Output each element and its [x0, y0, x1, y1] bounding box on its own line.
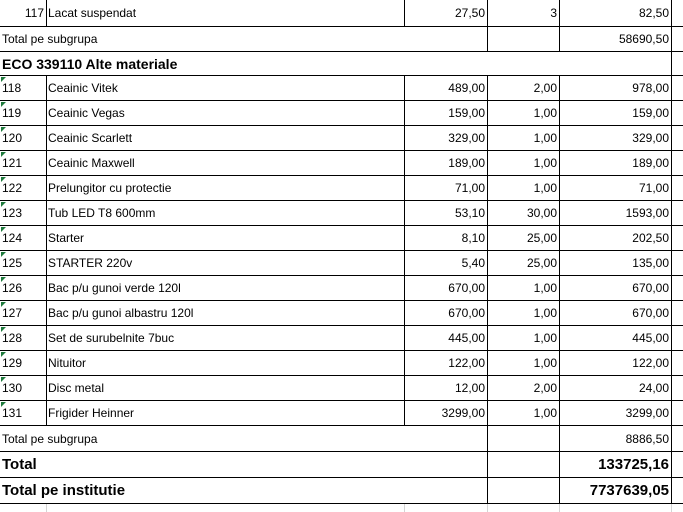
unit-price-cell[interactable]: 122,00	[448, 356, 485, 370]
grand-total-value[interactable]: 133725,16	[598, 456, 669, 473]
unit-price-cell[interactable]: 670,00	[448, 281, 485, 295]
subtotal-label[interactable]: Total pe subgrupa	[2, 431, 98, 446]
quantity-cell[interactable]: 1,00	[533, 181, 557, 195]
row-number-cell[interactable]: 128	[2, 331, 23, 345]
table-row[interactable]	[0, 126, 683, 150]
row-number-cell[interactable]: 118	[2, 81, 22, 95]
grand-total-row[interactable]	[0, 452, 683, 477]
error-indicator-icon[interactable]	[1, 102, 6, 107]
unit-price-cell[interactable]: 489,00	[448, 81, 485, 95]
quantity-cell[interactable]: 1,00	[533, 281, 557, 295]
table-row[interactable]	[0, 301, 683, 325]
total-cell[interactable]: 159,00	[632, 106, 669, 120]
quantity-cell[interactable]: 1,00	[533, 406, 557, 420]
quantity-cell[interactable]: 1,00	[533, 106, 557, 120]
table-row[interactable]	[0, 76, 683, 100]
error-indicator-icon[interactable]	[1, 127, 6, 132]
table-row[interactable]	[0, 376, 683, 400]
table-row[interactable]	[0, 0, 683, 26]
item-name-cell[interactable]: Set de surubelnite 7buc	[48, 331, 175, 345]
error-indicator-icon[interactable]	[1, 152, 6, 157]
unit-price-cell[interactable]: 5,40	[461, 256, 485, 270]
table-row[interactable]	[0, 251, 683, 275]
total-cell[interactable]: 329,00	[632, 131, 669, 145]
row-number-cell[interactable]: 123	[2, 206, 23, 220]
institution-total-row[interactable]	[0, 478, 683, 503]
unit-price-cell[interactable]: 445,00	[448, 331, 485, 345]
table-row[interactable]	[0, 201, 683, 225]
row-number-cell[interactable]: 125	[2, 256, 23, 270]
total-cell[interactable]: 670,00	[632, 306, 669, 320]
item-name-cell[interactable]: Disc metal	[48, 381, 105, 395]
item-name-cell[interactable]: STARTER 220v	[48, 256, 133, 270]
table-row[interactable]	[0, 351, 683, 375]
error-indicator-icon[interactable]	[1, 377, 6, 382]
row-number-cell[interactable]: 120	[2, 131, 23, 145]
table-row[interactable]	[0, 226, 683, 250]
unit-price-cell[interactable]: 159,00	[448, 106, 485, 120]
total-cell[interactable]: 202,50	[632, 231, 669, 245]
total-cell[interactable]: 71,00	[638, 181, 669, 195]
unit-price-cell[interactable]: 53,10	[454, 206, 485, 220]
error-indicator-icon[interactable]	[1, 202, 6, 207]
error-indicator-icon[interactable]	[1, 177, 6, 182]
row-number-cell[interactable]: 126	[2, 281, 23, 295]
item-name-cell[interactable]: Ceainic Maxwell	[48, 156, 135, 170]
table-row[interactable]	[0, 151, 683, 175]
unit-price-cell[interactable]: 12,00	[454, 381, 485, 395]
total-cell[interactable]: 3299,00	[625, 406, 669, 420]
item-name-cell[interactable]: Tub LED T8 600mm	[48, 206, 156, 220]
subtotal-row[interactable]	[0, 426, 683, 451]
unit-price-cell[interactable]: 8,10	[461, 231, 485, 245]
quantity-cell[interactable]: 2,00	[533, 381, 557, 395]
error-indicator-icon[interactable]	[1, 277, 6, 282]
row-number-cell[interactable]: 121	[2, 156, 23, 170]
group-title-row[interactable]	[0, 52, 683, 75]
table-row[interactable]	[0, 276, 683, 300]
quantity-cell[interactable]: 1,00	[533, 131, 557, 145]
unit-price-cell[interactable]: 670,00	[448, 306, 485, 320]
item-name-cell[interactable]: Starter	[48, 231, 85, 245]
error-indicator-icon[interactable]	[1, 77, 6, 82]
unit-price-cell[interactable]: 329,00	[448, 131, 485, 145]
quantity-cell[interactable]: 3	[550, 6, 557, 20]
row-number-cell[interactable]: 131	[2, 406, 23, 420]
row-number-cell[interactable]: 124	[2, 231, 23, 245]
table-row[interactable]	[0, 401, 683, 425]
quantity-cell[interactable]: 30,00	[526, 206, 557, 220]
subtotal-value[interactable]: 58690,50	[618, 32, 669, 46]
item-name-cell[interactable]: Bac p/u gunoi verde 120l	[48, 281, 181, 295]
unit-price-cell[interactable]: 3299,00	[441, 406, 485, 420]
item-name-cell[interactable]: Bac p/u gunoi albastru 120l	[48, 306, 194, 320]
institution-total-value[interactable]: 7737639,05	[589, 482, 669, 499]
group-title[interactable]: ECO 339110 Alte materiale	[2, 55, 178, 72]
error-indicator-icon[interactable]	[1, 402, 6, 407]
total-cell[interactable]: 978,00	[632, 81, 669, 95]
subtotal-row[interactable]	[0, 27, 683, 51]
quantity-cell[interactable]: 1,00	[533, 356, 557, 370]
total-cell[interactable]: 24,00	[638, 381, 669, 395]
error-indicator-icon[interactable]	[1, 252, 6, 257]
item-name-cell[interactable]: Lacat suspendat	[48, 6, 137, 20]
row-number-cell[interactable]: 130	[2, 381, 23, 395]
item-name-cell[interactable]: Frigider Heinner	[48, 406, 135, 420]
quantity-cell[interactable]: 1,00	[533, 156, 557, 170]
institution-total-label[interactable]: Total pe institutie	[2, 482, 126, 499]
row-number-cell[interactable]: 122	[2, 181, 23, 195]
item-name-cell[interactable]: Ceainic Scarlett	[48, 131, 133, 145]
row-number-cell[interactable]: 129	[2, 356, 23, 370]
total-cell[interactable]: 1593,00	[625, 206, 669, 220]
table-row[interactable]	[0, 326, 683, 350]
row-number-cell[interactable]: 127	[2, 306, 23, 320]
item-name-cell[interactable]: Nituitor	[48, 356, 87, 370]
error-indicator-icon[interactable]	[1, 352, 6, 357]
item-name-cell[interactable]: Ceainic Vegas	[48, 106, 125, 120]
quantity-cell[interactable]: 25,00	[526, 231, 557, 245]
total-cell[interactable]: 189,00	[632, 156, 669, 170]
row-number-cell[interactable]: 117	[24, 6, 44, 20]
unit-price-cell[interactable]: 71,00	[454, 181, 485, 195]
total-cell[interactable]: 82,50	[638, 6, 669, 20]
grand-total-label[interactable]: Total	[2, 456, 37, 473]
error-indicator-icon[interactable]	[1, 327, 6, 332]
quantity-cell[interactable]: 1,00	[533, 306, 557, 320]
error-indicator-icon[interactable]	[1, 302, 6, 307]
row-number-cell[interactable]: 119	[2, 106, 22, 120]
item-name-cell[interactable]: Prelungitor cu protectie	[48, 181, 172, 195]
total-cell[interactable]: 122,00	[632, 356, 669, 370]
quantity-cell[interactable]: 25,00	[526, 256, 557, 270]
unit-price-cell[interactable]: 189,00	[448, 156, 485, 170]
table-row[interactable]	[0, 176, 683, 200]
quantity-cell[interactable]: 1,00	[533, 331, 557, 345]
quantity-cell[interactable]: 2,00	[533, 81, 557, 95]
subtotal-value[interactable]: 8886,50	[625, 431, 669, 446]
subtotal-label[interactable]: Total pe subgrupa	[2, 32, 98, 46]
total-cell[interactable]: 445,00	[632, 331, 669, 345]
total-cell[interactable]: 670,00	[632, 281, 669, 295]
item-name-cell[interactable]: Ceainic Vitek	[48, 81, 118, 95]
error-indicator-icon[interactable]	[1, 227, 6, 232]
total-cell[interactable]: 135,00	[632, 256, 669, 270]
unit-price-cell[interactable]: 27,50	[454, 6, 485, 20]
table-row[interactable]	[0, 101, 683, 125]
